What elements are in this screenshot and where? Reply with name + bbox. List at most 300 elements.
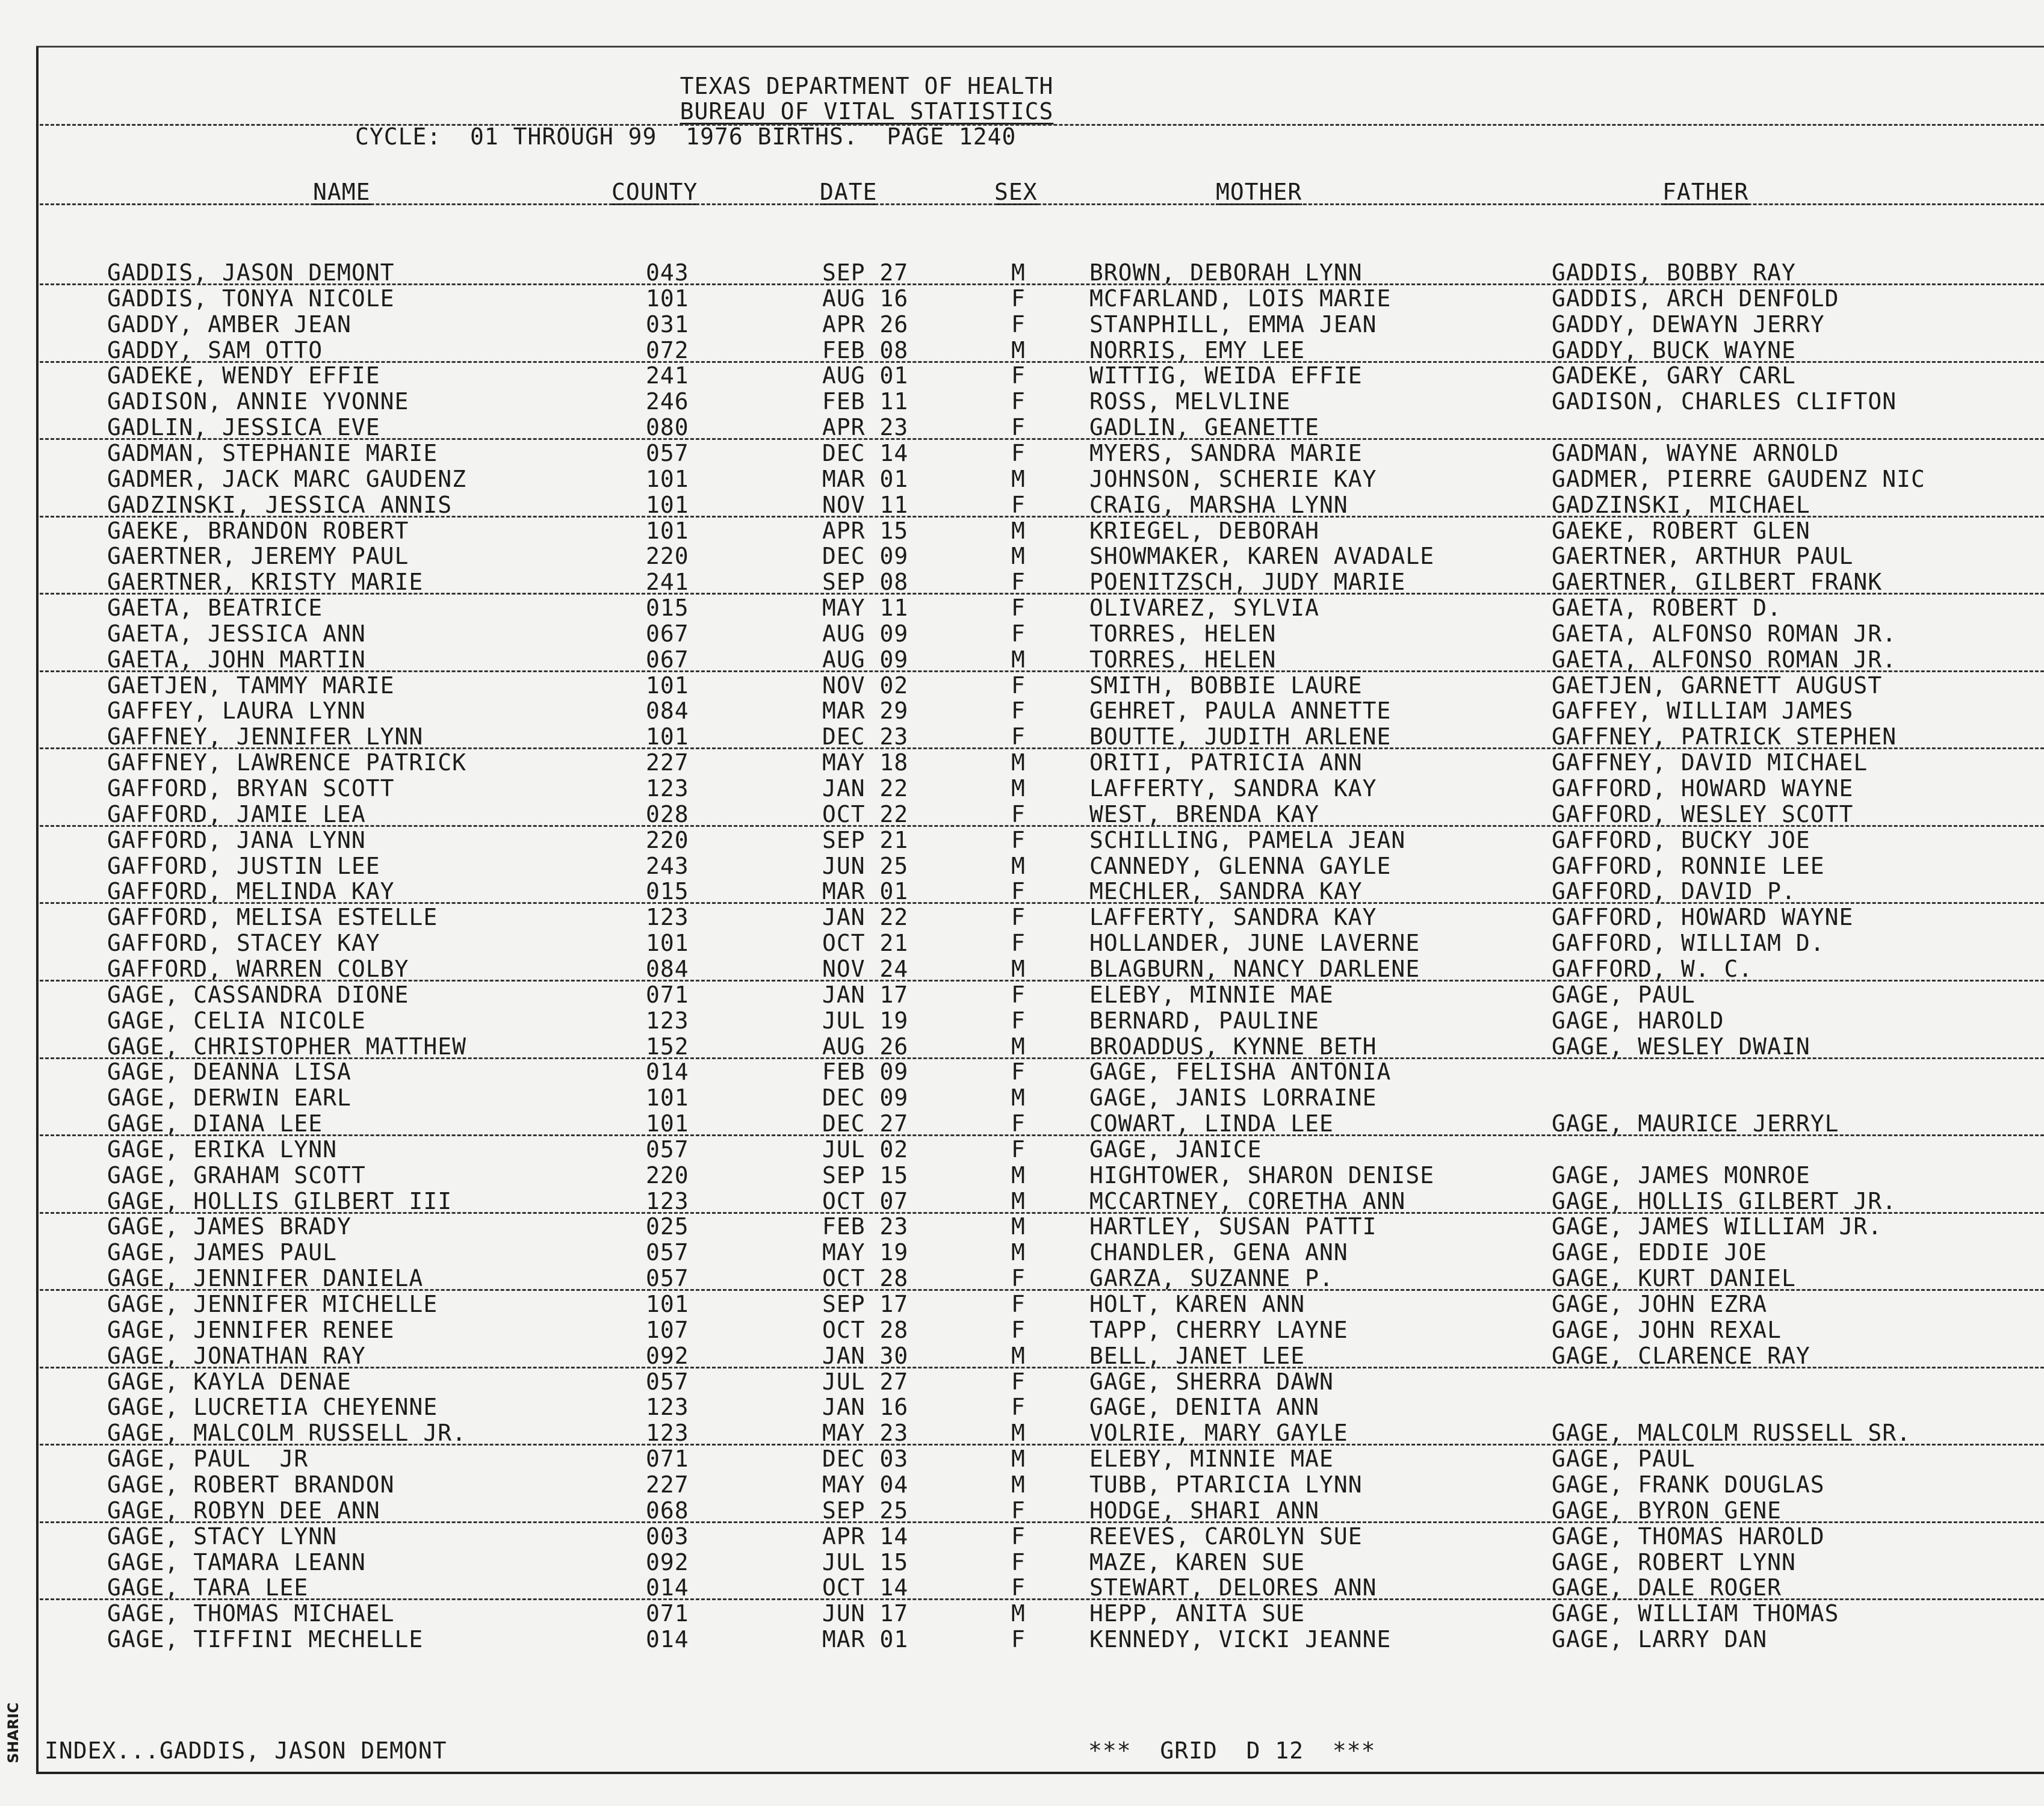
cell-father: GAERTNER, GILBERT FRANK bbox=[1552, 569, 1883, 596]
cell-name: GADDY, SAM OTTO bbox=[107, 336, 323, 363]
frame-top-border bbox=[36, 46, 2044, 48]
cell-county: 123 bbox=[646, 1420, 689, 1447]
grid-footer: *** GRID D 12 *** bbox=[1088, 1737, 1376, 1764]
cell-sex: F bbox=[1011, 388, 1026, 415]
cell-county: 014 bbox=[646, 1059, 689, 1086]
table-row bbox=[0, 853, 2044, 879]
cell-father: GAGE, JOHN EZRA bbox=[1552, 1291, 1768, 1317]
cell-name: GAGE, GRAHAM SCOTT bbox=[107, 1161, 366, 1189]
cell-county: 072 bbox=[646, 336, 689, 363]
cell-sex: F bbox=[1011, 595, 1026, 622]
cell-sex: M bbox=[1011, 852, 1026, 879]
table-row bbox=[0, 750, 2044, 776]
cell-sex: F bbox=[1011, 1394, 1026, 1421]
cell-county: 101 bbox=[646, 1084, 689, 1112]
cell-name: GAGE, THOMAS MICHAEL bbox=[107, 1600, 395, 1627]
cell-mother: BLAGBURN, NANCY DARLENE bbox=[1089, 955, 1420, 982]
cell-sex: F bbox=[1011, 439, 1026, 466]
cell-county: 067 bbox=[646, 620, 689, 647]
cell-name: GAGE, DEANNA LISA bbox=[107, 1059, 352, 1086]
cell-name: GADDIS, TONYA NICOLE bbox=[107, 285, 395, 312]
cell-father: GAFFNEY, PATRICK STEPHEN bbox=[1552, 723, 1897, 750]
table-row bbox=[0, 982, 2044, 1008]
cell-mother: GAGE, JANICE bbox=[1089, 1136, 1262, 1163]
cell-county: 043 bbox=[646, 259, 689, 286]
cell-date: MAY 19 bbox=[822, 1239, 909, 1266]
cell-county: 101 bbox=[646, 723, 689, 750]
cell-sex: F bbox=[1011, 697, 1026, 725]
cell-name: GAGE, CHRISTOPHER MATTHEW bbox=[107, 1033, 466, 1060]
cell-mother: CHANDLER, GENA ANN bbox=[1089, 1239, 1348, 1266]
cell-county: 014 bbox=[646, 1574, 689, 1601]
cell-date: AUG 09 bbox=[822, 620, 909, 647]
index-footer: INDEX...GADDIS, JASON DEMONT bbox=[45, 1737, 447, 1764]
cell-date: JAN 30 bbox=[822, 1342, 909, 1369]
table-row bbox=[0, 1085, 2044, 1111]
cell-name: GAGE, KAYLA DENAE bbox=[107, 1368, 352, 1395]
cell-sex: F bbox=[1011, 930, 1026, 957]
cell-father: GAFFNEY, DAVID MICHAEL bbox=[1552, 749, 1868, 776]
cell-sex: F bbox=[1011, 1574, 1026, 1601]
cell-county: 015 bbox=[646, 595, 689, 622]
cell-date: SEP 25 bbox=[822, 1497, 909, 1524]
cell-date: SEP 27 bbox=[822, 259, 909, 286]
cell-date: JUL 27 bbox=[822, 1368, 909, 1395]
cell-mother: MCFARLAND, LOIS MARIE bbox=[1089, 285, 1392, 312]
cell-sex: M bbox=[1011, 1161, 1026, 1189]
cell-father: GAFFORD, RONNIE LEE bbox=[1552, 852, 1825, 879]
cell-father: GAGE, JAMES MONROE bbox=[1552, 1161, 1810, 1189]
cell-sex: F bbox=[1011, 672, 1026, 699]
cell-name: GAGE, ROBYN DEE ANN bbox=[107, 1497, 380, 1524]
cell-mother: TUBB, PTARICIA LYNN bbox=[1089, 1471, 1363, 1498]
cell-date: OCT 28 bbox=[822, 1265, 909, 1292]
cell-father: GAGE, WESLEY DWAIN bbox=[1552, 1033, 1810, 1060]
cell-sex: F bbox=[1011, 904, 1026, 931]
cell-father: GAGE, JOHN REXAL bbox=[1552, 1316, 1782, 1343]
cell-name: GAGE, JENNIFER RENEE bbox=[107, 1316, 395, 1343]
table-row bbox=[0, 492, 2044, 518]
cell-name: GADDIS, JASON DEMONT bbox=[107, 259, 395, 286]
cell-date: MAY 23 bbox=[822, 1420, 909, 1447]
cell-mother: POENITZSCH, JUDY MARIE bbox=[1089, 569, 1406, 596]
cell-county: 057 bbox=[646, 439, 689, 466]
cell-father: GADMAN, WAYNE ARNOLD bbox=[1552, 439, 1839, 466]
cell-date: OCT 21 bbox=[822, 930, 909, 957]
cell-sex: M bbox=[1011, 1471, 1026, 1498]
cell-father: GAFFORD, DAVID P. bbox=[1552, 878, 1796, 905]
cell-mother: OLIVAREZ, SYLVIA bbox=[1089, 595, 1320, 622]
cell-mother: STANPHILL, EMMA JEAN bbox=[1089, 311, 1377, 338]
cell-county: 028 bbox=[646, 800, 689, 827]
cell-date: DEC 27 bbox=[822, 1110, 909, 1137]
cell-father: GADMER, PIERRE GAUDENZ NIC bbox=[1552, 465, 1925, 492]
cell-mother: SHOWMAKER, KAREN AVADALE bbox=[1089, 543, 1435, 570]
cell-sex: F bbox=[1011, 285, 1026, 312]
cell-father: GAGE, MAURICE JERRYL bbox=[1552, 1110, 1839, 1137]
cell-sex: F bbox=[1011, 800, 1026, 827]
cell-mother: MCCARTNEY, CORETHA ANN bbox=[1089, 1187, 1406, 1214]
cell-mother: TORRES, HELEN bbox=[1089, 646, 1277, 673]
cell-sex: M bbox=[1011, 749, 1026, 776]
table-row bbox=[0, 1034, 2044, 1060]
cell-mother: HIGHTOWER, SHARON DENISE bbox=[1089, 1161, 1435, 1189]
header-rule bbox=[40, 124, 2044, 126]
cell-sex: F bbox=[1011, 1626, 1026, 1653]
cell-date: MAR 01 bbox=[822, 465, 909, 492]
table-row bbox=[0, 415, 2044, 441]
cell-mother: JOHNSON, SCHERIE KAY bbox=[1089, 465, 1377, 492]
table-row bbox=[0, 673, 2044, 699]
cell-mother: GAGE, FELISHA ANTONIA bbox=[1089, 1059, 1392, 1086]
cell-mother: WITTIG, WEIDA EFFIE bbox=[1089, 362, 1363, 389]
cell-county: 123 bbox=[646, 1394, 689, 1421]
cell-name: GAFFORD, JANA LYNN bbox=[107, 826, 366, 853]
cell-sex: F bbox=[1011, 1291, 1026, 1317]
cell-sex: F bbox=[1011, 1136, 1026, 1163]
cell-county: 101 bbox=[646, 285, 689, 312]
cell-name: GAFFNEY, LAWRENCE PATRICK bbox=[107, 749, 466, 776]
cell-name: GAGE, JENNIFER DANIELA bbox=[107, 1265, 424, 1292]
cell-father: GAGE, PAUL bbox=[1552, 1446, 1696, 1473]
cell-mother: ORITI, PATRICIA ANN bbox=[1089, 749, 1363, 776]
cell-sex: M bbox=[1011, 1342, 1026, 1369]
cell-date: MAR 01 bbox=[822, 878, 909, 905]
cell-name: GAERTNER, JEREMY PAUL bbox=[107, 543, 409, 570]
table-row bbox=[0, 1266, 2044, 1291]
table-row bbox=[0, 1498, 2044, 1524]
table-row bbox=[0, 595, 2044, 621]
cell-mother: GAGE, DENITA ANN bbox=[1089, 1394, 1320, 1421]
cell-county: 080 bbox=[646, 414, 689, 441]
cell-name: GAGE, MALCOLM RUSSELL JR. bbox=[107, 1420, 466, 1447]
cell-date: MAR 01 bbox=[822, 1626, 909, 1653]
cell-date: AUG 01 bbox=[822, 362, 909, 389]
cell-father: GAGE, WILLIAM THOMAS bbox=[1552, 1600, 1839, 1627]
cell-father: GAFFEY, WILLIAM JAMES bbox=[1552, 697, 1854, 725]
cell-date: JAN 16 bbox=[822, 1394, 909, 1421]
table-row bbox=[0, 647, 2044, 673]
table-row bbox=[0, 1524, 2044, 1550]
cell-mother: TAPP, CHERRY LAYNE bbox=[1089, 1316, 1348, 1343]
cell-date: OCT 07 bbox=[822, 1187, 909, 1214]
cell-sex: M bbox=[1011, 517, 1026, 544]
cell-mother: HARTLEY, SUSAN PATTI bbox=[1089, 1213, 1377, 1240]
cell-father: GAFFORD, HOWARD WAYNE bbox=[1552, 775, 1854, 802]
cell-date: FEB 23 bbox=[822, 1213, 909, 1240]
table-row bbox=[0, 1420, 2044, 1446]
side-tag: SHARIC bbox=[5, 1702, 22, 1763]
cell-county: 057 bbox=[646, 1239, 689, 1266]
cell-name: GAGE, STACY LYNN bbox=[107, 1523, 338, 1550]
cell-sex: M bbox=[1011, 1446, 1026, 1473]
cell-sex: M bbox=[1011, 1420, 1026, 1447]
cell-county: 015 bbox=[646, 878, 689, 905]
cell-sex: M bbox=[1011, 1239, 1026, 1266]
table-row bbox=[0, 1343, 2044, 1369]
cell-father: GAERTNER, ARTHUR PAUL bbox=[1552, 543, 1854, 570]
cell-father: GAEKE, ROBERT GLEN bbox=[1552, 517, 1810, 544]
cell-father: GAFFORD, WESLEY SCOTT bbox=[1552, 800, 1854, 827]
table-row bbox=[0, 1291, 2044, 1317]
table-row bbox=[0, 363, 2044, 389]
cell-county: 243 bbox=[646, 852, 689, 879]
table-row bbox=[0, 802, 2044, 827]
cell-sex: F bbox=[1011, 1059, 1026, 1086]
cell-date: JUL 19 bbox=[822, 1007, 909, 1034]
cell-mother: GAGE, SHERRA DAWN bbox=[1089, 1368, 1334, 1395]
cell-father: GAGE, DALE ROGER bbox=[1552, 1574, 1782, 1601]
cell-name: GAFFORD, JAMIE LEA bbox=[107, 800, 366, 827]
cell-county: 123 bbox=[646, 775, 689, 802]
cell-county: 092 bbox=[646, 1342, 689, 1369]
cell-county: 071 bbox=[646, 1446, 689, 1473]
cell-county: 071 bbox=[646, 1600, 689, 1627]
cell-date: SEP 15 bbox=[822, 1161, 909, 1189]
table-row bbox=[0, 930, 2044, 956]
cell-county: 084 bbox=[646, 697, 689, 725]
cell-mother: HOLLANDER, JUNE LAVERNE bbox=[1089, 930, 1420, 957]
table-row bbox=[0, 1369, 2044, 1395]
cell-date: APR 15 bbox=[822, 517, 909, 544]
cell-sex: F bbox=[1011, 1548, 1026, 1576]
cell-sex: F bbox=[1011, 878, 1026, 905]
column-header-county: COUNTY bbox=[612, 179, 698, 205]
cell-sex: M bbox=[1011, 775, 1026, 802]
cell-county: 123 bbox=[646, 1187, 689, 1214]
cell-sex: F bbox=[1011, 569, 1026, 596]
cell-name: GAGE, CASSANDRA DIONE bbox=[107, 981, 409, 1008]
cell-father: GAETA, ALFONSO ROMAN JR. bbox=[1552, 646, 1897, 673]
cell-date: DEC 23 bbox=[822, 723, 909, 750]
cell-mother: NORRIS, EMY LEE bbox=[1089, 336, 1305, 363]
cell-name: GAGE, HOLLIS GILBERT III bbox=[107, 1187, 453, 1214]
cell-father: GAGE, HAROLD bbox=[1552, 1007, 1724, 1034]
table-row bbox=[0, 905, 2044, 930]
cell-mother: GEHRET, PAULA ANNETTE bbox=[1089, 697, 1392, 725]
column-header-date: DATE bbox=[820, 179, 878, 205]
cell-date: APR 23 bbox=[822, 414, 909, 441]
cell-name: GAGE, ROBERT BRANDON bbox=[107, 1471, 395, 1498]
department-title: TEXAS DEPARTMENT OF HEALTH bbox=[680, 73, 1054, 99]
cell-name: GAFFNEY, JENNIFER LYNN bbox=[107, 723, 424, 750]
cell-mother: LAFFERTY, SANDRA KAY bbox=[1089, 904, 1377, 931]
table-row bbox=[0, 1550, 2044, 1576]
cell-mother: REEVES, CAROLYN SUE bbox=[1089, 1523, 1363, 1550]
cell-date: JAN 22 bbox=[822, 904, 909, 931]
cell-father: GAFFORD, W. C. bbox=[1552, 955, 1753, 982]
cell-father: GAFFORD, BUCKY JOE bbox=[1552, 826, 1810, 853]
cell-name: GAERTNER, KRISTY MARIE bbox=[107, 569, 424, 596]
cell-name: GAGE, TARA LEE bbox=[107, 1574, 309, 1601]
cell-county: 101 bbox=[646, 930, 689, 957]
table-row bbox=[0, 621, 2044, 647]
cell-father: GAFFORD, HOWARD WAYNE bbox=[1552, 904, 1854, 931]
cell-father: GAGE, KURT DANIEL bbox=[1552, 1265, 1796, 1292]
cell-county: 067 bbox=[646, 646, 689, 673]
cell-sex: M bbox=[1011, 1084, 1026, 1112]
cell-sex: F bbox=[1011, 1007, 1026, 1034]
table-row bbox=[0, 1214, 2044, 1240]
cell-sex: M bbox=[1011, 1033, 1026, 1060]
cell-date: MAY 11 bbox=[822, 595, 909, 622]
cell-mother: SCHILLING, PAMELA JEAN bbox=[1089, 826, 1406, 853]
cell-county: 031 bbox=[646, 311, 689, 338]
cell-name: GAGE, JENNIFER MICHELLE bbox=[107, 1291, 438, 1317]
cell-mother: STEWART, DELORES ANN bbox=[1089, 1574, 1377, 1601]
cell-sex: M bbox=[1011, 465, 1026, 492]
cell-name: GAFFORD, WARREN COLBY bbox=[107, 955, 409, 982]
column-header-sex: SEX bbox=[994, 179, 1038, 205]
cell-mother: KRIEGEL, DEBORAH bbox=[1089, 517, 1320, 544]
cell-date: OCT 28 bbox=[822, 1316, 909, 1343]
cell-mother: BOUTTE, JUDITH ARLENE bbox=[1089, 723, 1392, 750]
cell-name: GAGE, PAUL JR bbox=[107, 1446, 309, 1473]
cell-county: 101 bbox=[646, 672, 689, 699]
table-row bbox=[0, 543, 2044, 569]
cell-mother: WEST, BRENDA KAY bbox=[1089, 800, 1320, 827]
table-row bbox=[0, 1189, 2044, 1214]
table-row bbox=[0, 827, 2044, 853]
cell-county: 057 bbox=[646, 1368, 689, 1395]
table-row bbox=[0, 724, 2044, 750]
cell-date: SEP 08 bbox=[822, 569, 909, 596]
table-row bbox=[0, 1137, 2044, 1163]
cell-sex: M bbox=[1011, 1213, 1026, 1240]
cell-sex: M bbox=[1011, 259, 1026, 286]
cell-sex: F bbox=[1011, 723, 1026, 750]
cell-name: GAGE, JONATHAN RAY bbox=[107, 1342, 366, 1369]
table-row bbox=[0, 1446, 2044, 1472]
table-row bbox=[0, 569, 2044, 595]
table-row bbox=[0, 1163, 2044, 1189]
cell-mother: ELEBY, MINNIE MAE bbox=[1089, 1446, 1334, 1473]
cell-father: GAGE, LARRY DAN bbox=[1552, 1626, 1768, 1653]
table-row bbox=[0, 776, 2044, 802]
cell-sex: F bbox=[1011, 981, 1026, 1008]
column-header-mother: MOTHER bbox=[1216, 179, 1302, 205]
cell-father: GAGE, PAUL bbox=[1552, 981, 1696, 1008]
table-row bbox=[0, 389, 2044, 415]
cell-name: GAGE, JAMES BRADY bbox=[107, 1213, 352, 1240]
cell-mother: CANNEDY, GLENNA GAYLE bbox=[1089, 852, 1392, 879]
cell-county: 220 bbox=[646, 1161, 689, 1189]
cell-mother: TORRES, HELEN bbox=[1089, 620, 1277, 647]
cell-father: GAETA, ALFONSO ROMAN JR. bbox=[1552, 620, 1897, 647]
cell-name: GADLIN, JESSICA EVE bbox=[107, 414, 380, 441]
cell-father: GADDIS, ARCH DENFOLD bbox=[1552, 285, 1839, 312]
cell-county: 246 bbox=[646, 388, 689, 415]
cell-father: GADDY, DEWAYN JERRY bbox=[1552, 311, 1825, 338]
cell-sex: F bbox=[1011, 414, 1026, 441]
cell-date: AUG 16 bbox=[822, 285, 909, 312]
cell-father: GAGE, MALCOLM RUSSELL SR. bbox=[1552, 1420, 1911, 1447]
table-row bbox=[0, 1575, 2044, 1601]
cell-name: GAETA, JESSICA ANN bbox=[107, 620, 366, 647]
cell-father: GAGE, BYRON GENE bbox=[1552, 1497, 1782, 1524]
cell-sex: M bbox=[1011, 646, 1026, 673]
cell-mother: HODGE, SHARI ANN bbox=[1089, 1497, 1320, 1524]
cell-name: GAGE, DERWIN EARL bbox=[107, 1084, 352, 1112]
cell-father: GADDY, BUCK WAYNE bbox=[1552, 336, 1796, 363]
cell-mother: LAFFERTY, SANDRA KAY bbox=[1089, 775, 1377, 802]
cell-sex: F bbox=[1011, 1316, 1026, 1343]
cell-county: 101 bbox=[646, 491, 689, 518]
cell-name: GADISON, ANNIE YVONNE bbox=[107, 388, 409, 415]
cell-sex: M bbox=[1011, 1600, 1026, 1627]
cell-county: 025 bbox=[646, 1213, 689, 1240]
cell-date: MAR 29 bbox=[822, 697, 909, 725]
cell-mother: HOLT, KAREN ANN bbox=[1089, 1291, 1305, 1317]
cell-date: NOV 11 bbox=[822, 491, 909, 518]
cell-mother: COWART, LINDA LEE bbox=[1089, 1110, 1334, 1137]
cell-date: DEC 14 bbox=[822, 439, 909, 466]
cell-county: 227 bbox=[646, 749, 689, 776]
cell-name: GADMER, JACK MARC GAUDENZ bbox=[107, 465, 466, 492]
cell-mother: SMITH, BOBBIE LAURE bbox=[1089, 672, 1363, 699]
bureau-title: BUREAU OF VITAL STATISTICS bbox=[680, 98, 1054, 125]
cell-sex: M bbox=[1011, 543, 1026, 570]
cell-date: JUN 17 bbox=[822, 1600, 909, 1627]
cell-father: GADZINSKI, MICHAEL bbox=[1552, 491, 1810, 518]
table-row bbox=[0, 441, 2044, 466]
cell-county: 241 bbox=[646, 362, 689, 389]
cell-mother: ELEBY, MINNIE MAE bbox=[1089, 981, 1334, 1008]
cell-father: GAGE, FRANK DOUGLAS bbox=[1552, 1471, 1825, 1498]
cell-name: GADMAN, STEPHANIE MARIE bbox=[107, 439, 438, 466]
cell-sex: M bbox=[1011, 1187, 1026, 1214]
cell-sex: F bbox=[1011, 620, 1026, 647]
cell-county: 241 bbox=[646, 569, 689, 596]
cell-county: 057 bbox=[646, 1136, 689, 1163]
cell-name: GADDY, AMBER JEAN bbox=[107, 311, 352, 338]
table-row bbox=[0, 338, 2044, 363]
table-row bbox=[0, 1059, 2044, 1085]
cell-date: MAY 04 bbox=[822, 1471, 909, 1498]
column-header-name: NAME bbox=[313, 179, 371, 205]
table-row bbox=[0, 1627, 2044, 1653]
cell-name: GAFFORD, BRYAN SCOTT bbox=[107, 775, 395, 802]
cell-sex: M bbox=[1011, 955, 1026, 982]
cell-name: GAFFEY, LAURA LYNN bbox=[107, 697, 366, 725]
cell-date: JUN 25 bbox=[822, 852, 909, 879]
cell-sex: F bbox=[1011, 826, 1026, 853]
table-row bbox=[0, 312, 2044, 338]
table-row bbox=[0, 466, 2044, 492]
cell-name: GAGE, TAMARA LEANN bbox=[107, 1548, 366, 1576]
cell-county: 220 bbox=[646, 826, 689, 853]
cell-county: 227 bbox=[646, 1471, 689, 1498]
cell-county: 101 bbox=[646, 517, 689, 544]
column-header-rule bbox=[40, 203, 2044, 205]
cell-county: 071 bbox=[646, 981, 689, 1008]
cell-name: GAETA, JOHN MARTIN bbox=[107, 646, 366, 673]
cell-date: SEP 17 bbox=[822, 1291, 909, 1317]
cell-mother: GAGE, JANIS LORRAINE bbox=[1089, 1084, 1377, 1112]
cell-name: GAGE, JAMES PAUL bbox=[107, 1239, 338, 1266]
cell-mother: MAZE, KAREN SUE bbox=[1089, 1548, 1305, 1576]
cell-father: GAETA, ROBERT D. bbox=[1552, 595, 1782, 622]
cell-father: GADDIS, BOBBY RAY bbox=[1552, 259, 1796, 286]
cell-mother: VOLRIE, MARY GAYLE bbox=[1089, 1420, 1348, 1447]
cell-name: GAGE, LUCRETIA CHEYENNE bbox=[107, 1394, 438, 1421]
cell-father: GAGE, HOLLIS GILBERT JR. bbox=[1552, 1187, 1897, 1214]
cell-county: 092 bbox=[646, 1548, 689, 1576]
cell-mother: MECHLER, SANDRA KAY bbox=[1089, 878, 1363, 905]
cell-name: GADZINSKI, JESSICA ANNIS bbox=[107, 491, 453, 518]
table-row bbox=[0, 879, 2044, 905]
cell-date: AUG 09 bbox=[822, 646, 909, 673]
